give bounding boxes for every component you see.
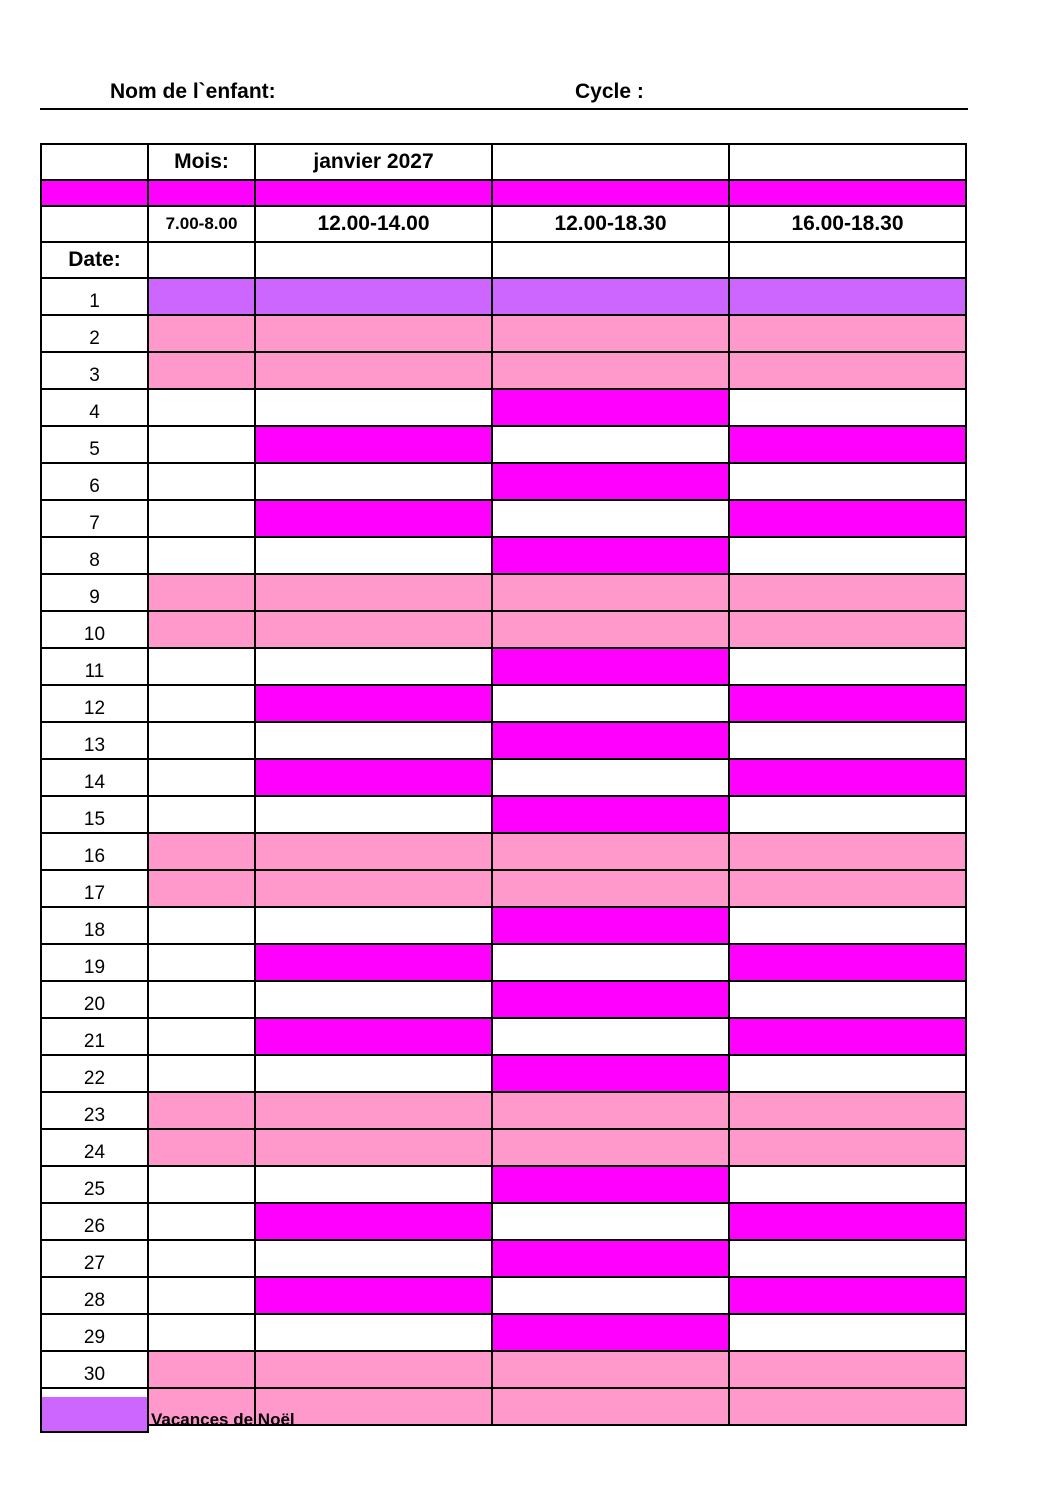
day-number: 26	[41, 1203, 148, 1240]
slot-cell[interactable]	[492, 1092, 729, 1129]
table-row	[41, 278, 966, 315]
empty-cell	[255, 242, 492, 278]
slot-cell[interactable]	[492, 1166, 729, 1203]
day-number: 20	[41, 981, 148, 1018]
day-number: 19	[41, 944, 148, 981]
table-row	[41, 1240, 966, 1277]
slot-cell[interactable]	[148, 648, 255, 685]
month-row	[41, 144, 966, 180]
slot-cell[interactable]	[255, 1314, 492, 1351]
slot-cell[interactable]	[729, 759, 966, 796]
slot-cell[interactable]	[255, 944, 492, 981]
month-label: Mois:	[148, 144, 255, 180]
day-number: 25	[41, 1166, 148, 1203]
slot-cell[interactable]	[148, 1351, 255, 1388]
slot-cell[interactable]	[148, 685, 255, 722]
slot-cell[interactable]	[492, 500, 729, 537]
table-row	[41, 944, 966, 981]
slot-cell[interactable]	[148, 278, 255, 315]
slot-cell[interactable]	[255, 278, 492, 315]
table-row	[41, 981, 966, 1018]
day-number: 7	[41, 500, 148, 537]
day-number: 30	[41, 1351, 148, 1388]
empty-cell	[41, 206, 148, 242]
empty-cell	[148, 242, 255, 278]
day-number: 24	[41, 1129, 148, 1166]
table-row	[41, 463, 966, 500]
slot-cell[interactable]	[148, 315, 255, 352]
slot-cell[interactable]	[148, 1240, 255, 1277]
slot-cell[interactable]	[729, 611, 966, 648]
slot-cell[interactable]	[148, 1277, 255, 1314]
slot-cell[interactable]	[255, 796, 492, 833]
slot-cell[interactable]	[255, 1018, 492, 1055]
date-label: Date:	[41, 242, 148, 278]
slot-cell[interactable]	[492, 537, 729, 574]
empty-cell	[729, 144, 966, 180]
slot-cell[interactable]	[148, 796, 255, 833]
slot-cell[interactable]	[255, 981, 492, 1018]
slot-cell[interactable]	[492, 981, 729, 1018]
day-number: 10	[41, 611, 148, 648]
slot-cell[interactable]	[492, 648, 729, 685]
stripe-cell	[255, 180, 492, 206]
slot-cell[interactable]	[729, 315, 966, 352]
day-number: 18	[41, 907, 148, 944]
slot-cell[interactable]	[492, 426, 729, 463]
slot-cell[interactable]	[729, 500, 966, 537]
slot-cell[interactable]	[729, 1092, 966, 1129]
slot-cell[interactable]	[729, 1203, 966, 1240]
slot-cell[interactable]	[492, 1055, 729, 1092]
slot-cell[interactable]	[729, 537, 966, 574]
child-name-label: Nom de l`enfant:	[110, 80, 276, 103]
slot-cell[interactable]	[729, 1240, 966, 1277]
table-row	[41, 1351, 966, 1388]
slot-cell[interactable]	[255, 352, 492, 389]
slot-cell[interactable]	[148, 1129, 255, 1166]
time-slot-row	[41, 206, 966, 242]
table-row	[41, 389, 966, 426]
day-number: 22	[41, 1055, 148, 1092]
slot-cell[interactable]	[148, 426, 255, 463]
slot-cell[interactable]	[492, 1240, 729, 1277]
slot-cell[interactable]	[148, 1092, 255, 1129]
slot-cell[interactable]	[148, 1166, 255, 1203]
slot-cell[interactable]	[255, 1129, 492, 1166]
slot-cell[interactable]	[729, 870, 966, 907]
slot-cell[interactable]	[255, 500, 492, 537]
slot-cell[interactable]	[729, 352, 966, 389]
slot-cell[interactable]	[148, 907, 255, 944]
table-row	[41, 759, 966, 796]
empty-cell	[492, 242, 729, 278]
slot-cell[interactable]	[729, 1277, 966, 1314]
table-row	[41, 833, 966, 870]
slot-cell[interactable]	[148, 870, 255, 907]
day-number: 1	[41, 278, 148, 315]
accent-stripe-row	[41, 180, 966, 206]
day-number: 8	[41, 537, 148, 574]
slot-cell[interactable]	[729, 389, 966, 426]
slot-cell[interactable]	[255, 574, 492, 611]
stripe-cell	[148, 180, 255, 206]
table-row	[41, 1166, 966, 1203]
slot-cell[interactable]	[255, 685, 492, 722]
holiday-swatch	[40, 1397, 149, 1433]
slot-cell[interactable]	[148, 574, 255, 611]
slot-cell[interactable]	[492, 685, 729, 722]
slot-cell[interactable]	[729, 648, 966, 685]
day-number: 11	[41, 648, 148, 685]
slot-cell[interactable]	[729, 796, 966, 833]
slot-cell[interactable]	[255, 1055, 492, 1092]
month-value: janvier 2027	[255, 144, 492, 180]
slot-cell[interactable]	[255, 1277, 492, 1314]
slot-cell[interactable]	[492, 389, 729, 426]
slot-cell[interactable]	[492, 722, 729, 759]
slot-cell[interactable]	[492, 278, 729, 315]
day-number: 17	[41, 870, 148, 907]
slot-cell[interactable]	[148, 611, 255, 648]
slot-cell[interactable]	[492, 463, 729, 500]
slot-cell[interactable]	[255, 389, 492, 426]
table-row	[41, 537, 966, 574]
slot-cell[interactable]	[148, 1203, 255, 1240]
slot-cell[interactable]	[255, 870, 492, 907]
slot-cell[interactable]	[729, 907, 966, 944]
table-row	[41, 648, 966, 685]
stripe-cell	[492, 180, 729, 206]
slot-cell[interactable]	[729, 426, 966, 463]
slot-cell[interactable]	[255, 611, 492, 648]
slot-cell[interactable]	[492, 574, 729, 611]
table-row	[41, 1277, 966, 1314]
slot-cell[interactable]	[492, 1388, 729, 1425]
table-row	[41, 1129, 966, 1166]
slot-cell[interactable]	[148, 1055, 255, 1092]
slot-cell[interactable]	[729, 1018, 966, 1055]
slot-cell[interactable]	[255, 907, 492, 944]
stripe-cell	[41, 180, 148, 206]
table-row	[41, 685, 966, 722]
table-row	[41, 500, 966, 537]
table-row	[41, 611, 966, 648]
slot-cell[interactable]	[492, 796, 729, 833]
holiday-legend-label: Vacances de Noël	[151, 1410, 295, 1429]
table-row	[41, 574, 966, 611]
day-number: 3	[41, 352, 148, 389]
table-row	[41, 315, 966, 352]
time-slot-header: 12.00-14.00	[255, 206, 492, 242]
slot-cell[interactable]	[148, 537, 255, 574]
slot-cell[interactable]	[148, 981, 255, 1018]
day-number: 6	[41, 463, 148, 500]
slot-cell[interactable]	[492, 870, 729, 907]
slot-cell[interactable]	[729, 1388, 966, 1425]
day-number: 21	[41, 1018, 148, 1055]
slot-cell[interactable]	[148, 759, 255, 796]
slot-cell[interactable]	[255, 537, 492, 574]
day-number: 12	[41, 685, 148, 722]
day-number: 23	[41, 1092, 148, 1129]
slot-cell[interactable]	[492, 1129, 729, 1166]
slot-cell[interactable]	[492, 907, 729, 944]
slot-cell[interactable]	[492, 352, 729, 389]
form-header	[40, 78, 968, 110]
day-number: 29	[41, 1314, 148, 1351]
slot-cell[interactable]	[255, 1203, 492, 1240]
slot-cell[interactable]	[729, 463, 966, 500]
slot-cell[interactable]	[729, 685, 966, 722]
empty-cell	[729, 242, 966, 278]
day-number: 9	[41, 574, 148, 611]
slot-cell[interactable]	[492, 1314, 729, 1351]
cycle-label: Cycle :	[575, 80, 644, 103]
slot-cell[interactable]	[492, 833, 729, 870]
day-number: 14	[41, 759, 148, 796]
slot-cell[interactable]	[729, 574, 966, 611]
slot-cell[interactable]	[255, 463, 492, 500]
time-slot-header: 7.00-8.00	[148, 206, 255, 242]
date-header-row	[41, 242, 966, 278]
slot-cell[interactable]	[255, 1166, 492, 1203]
table-row	[41, 352, 966, 389]
slot-cell[interactable]	[492, 1277, 729, 1314]
slot-cell[interactable]	[729, 1314, 966, 1351]
day-number: 4	[41, 389, 148, 426]
empty-cell	[41, 144, 148, 180]
time-slot-header: 12.00-18.30	[492, 206, 729, 242]
empty-cell	[492, 144, 729, 180]
slot-cell[interactable]	[148, 352, 255, 389]
day-number: 28	[41, 1277, 148, 1314]
day-number: 27	[41, 1240, 148, 1277]
slot-cell[interactable]	[729, 1351, 966, 1388]
table-row	[41, 796, 966, 833]
attendance-table	[40, 143, 967, 1426]
slot-cell[interactable]	[729, 981, 966, 1018]
slot-cell[interactable]	[255, 648, 492, 685]
slot-cell[interactable]	[255, 1092, 492, 1129]
slot-cell[interactable]	[729, 833, 966, 870]
slot-cell[interactable]	[255, 1351, 492, 1388]
table-row	[41, 1314, 966, 1351]
slot-cell[interactable]	[255, 759, 492, 796]
table-row	[41, 870, 966, 907]
slot-cell[interactable]	[148, 1314, 255, 1351]
slot-cell[interactable]	[492, 1018, 729, 1055]
slot-cell[interactable]	[492, 1351, 729, 1388]
slot-cell[interactable]	[148, 1018, 255, 1055]
slot-cell[interactable]	[255, 315, 492, 352]
slot-cell[interactable]	[492, 315, 729, 352]
slot-cell[interactable]	[492, 944, 729, 981]
slot-cell[interactable]	[255, 426, 492, 463]
slot-cell[interactable]	[255, 1240, 492, 1277]
table-row	[41, 907, 966, 944]
slot-cell[interactable]	[148, 389, 255, 426]
slot-cell[interactable]	[729, 1055, 966, 1092]
table-row	[41, 722, 966, 759]
table-row	[41, 426, 966, 463]
slot-cell[interactable]	[492, 759, 729, 796]
table-row	[41, 1018, 966, 1055]
slot-cell[interactable]	[148, 463, 255, 500]
slot-cell[interactable]	[729, 278, 966, 315]
time-slot-header: 16.00-18.30	[729, 206, 966, 242]
table-row	[41, 1055, 966, 1092]
slot-cell[interactable]	[148, 833, 255, 870]
slot-cell[interactable]	[729, 944, 966, 981]
day-number: 15	[41, 796, 148, 833]
slot-cell[interactable]	[729, 722, 966, 759]
slot-cell[interactable]	[255, 722, 492, 759]
table-row	[41, 1092, 966, 1129]
slot-cell[interactable]	[492, 1203, 729, 1240]
table-row	[41, 1203, 966, 1240]
slot-cell[interactable]	[255, 833, 492, 870]
slot-cell[interactable]	[729, 1129, 966, 1166]
slot-cell[interactable]	[148, 722, 255, 759]
day-number: 16	[41, 833, 148, 870]
stripe-cell	[729, 180, 966, 206]
day-number: 13	[41, 722, 148, 759]
day-number: 2	[41, 315, 148, 352]
slot-cell[interactable]	[148, 944, 255, 981]
slot-cell[interactable]	[492, 611, 729, 648]
slot-cell[interactable]	[729, 1166, 966, 1203]
slot-cell[interactable]	[148, 500, 255, 537]
day-number: 5	[41, 426, 148, 463]
